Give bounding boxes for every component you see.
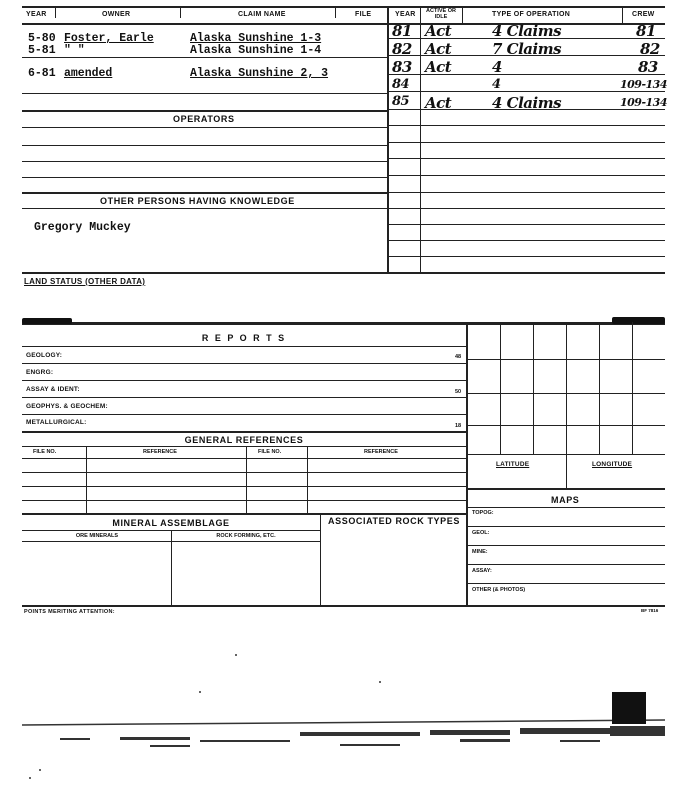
header-active-idle: ACTIVE OR IDLE [426, 8, 456, 20]
crew-col-divider [622, 6, 623, 24]
grid-row-4 [466, 454, 665, 455]
owner-row-1-claim: Alaska Sunshine 1-3 [190, 32, 322, 45]
activity-2-status: Act [425, 40, 452, 58]
owner-block-bottom [22, 110, 387, 112]
noise-7 [150, 745, 190, 747]
noise-9 [460, 739, 510, 742]
activity-3-status: Act [425, 58, 452, 76]
map-mine-label: MINE: [472, 549, 488, 555]
owner-row-2-owner: " " [64, 44, 85, 57]
noise-10 [560, 740, 600, 742]
file-col-divider [335, 6, 336, 18]
header-year: YEAR [26, 11, 47, 18]
activity-line-6 [387, 125, 665, 126]
noise-3 [300, 732, 420, 736]
associated-rock-types-title: ASSOCIATED ROCK TYPES [328, 516, 460, 526]
maps-block-divider [466, 322, 468, 605]
lat-long-bottom [466, 488, 665, 490]
report-line-3 [22, 397, 466, 398]
reports-title: R E P O R T S [201, 333, 287, 343]
report-geology-label: GEOLOGY: [26, 352, 63, 359]
report-metallurgical-label: METALLURGICAL: [26, 419, 87, 426]
noise-dot-1 [235, 654, 237, 656]
middle-bottom-border [22, 605, 665, 607]
activity-1-crew: 81 [636, 22, 656, 40]
other-persons-line [22, 208, 387, 209]
owner-line-1 [22, 57, 387, 58]
header-year-right: YEAR [395, 11, 416, 18]
owner-row-2-year: 5-81 [28, 44, 56, 57]
person-name: Gregory Muckey [34, 221, 131, 234]
activity-1-year: 81 [392, 22, 412, 40]
activity-5-year: 85 [392, 94, 410, 109]
noise-8 [340, 744, 400, 746]
activity-4-operation: 4 [492, 77, 501, 92]
ref-file-no-1: FILE NO. [33, 449, 57, 455]
header-type-of-operation: TYPE OF OPERATION [492, 11, 571, 18]
ref-reference-2: REFERENCE [364, 449, 398, 455]
header-crew: CREW [632, 11, 655, 18]
ref-file-no-2: FILE NO. [258, 449, 282, 455]
activity-line-14 [387, 256, 665, 257]
owner-row-3-owner: amended [64, 67, 113, 80]
middle-top-border [22, 322, 665, 325]
activity-1-status: Act [425, 22, 452, 40]
gen-ref-line-2 [22, 486, 466, 487]
owner-row-1-year: 5-80 [28, 32, 56, 45]
ref-reference-1: REFERENCE [143, 449, 177, 455]
gen-ref-col-3 [307, 446, 308, 513]
owner-row-1-owner: Foster, Earle [64, 32, 154, 45]
scan-noise [0, 640, 678, 800]
gen-ref-col-1 [86, 446, 87, 513]
activity-5-crew: 109-134 [620, 96, 667, 109]
top-main-divider [387, 6, 389, 272]
activity-3-crew: 83 [638, 58, 658, 76]
noise-4 [430, 730, 510, 735]
operators-block-bottom [22, 192, 387, 194]
header-bottom-border [22, 23, 665, 25]
owner-row-3-claim: Alaska Sunshine 2, 3 [190, 67, 329, 80]
activity-line-13 [387, 240, 665, 241]
activity-line-11 [387, 208, 665, 209]
grid-row-2 [466, 393, 665, 394]
report-engrg-label: ENGRG: [26, 369, 54, 376]
activity-line-12 [387, 224, 665, 225]
noise-2 [200, 740, 290, 742]
gen-ref-header-line-top [22, 446, 466, 447]
points-meriting-label: POINTS MERITING ATTENTION: [24, 609, 115, 615]
activity-4-year: 84 [392, 77, 410, 92]
report-assay-num: 50 [455, 389, 462, 395]
activity-2-year: 82 [392, 40, 412, 58]
gen-ref-block-bottom [22, 513, 466, 515]
report-line-2 [22, 380, 466, 381]
noise-dot-5 [29, 777, 31, 779]
report-geophys-label: GEOPHYS. & GEOCHEM: [26, 403, 108, 410]
map-geol-label: GEOL: [472, 530, 490, 536]
report-assay-label: ASSAY & IDENT: [26, 386, 80, 393]
activity-line-9 [387, 175, 665, 176]
owner-col-divider [55, 6, 56, 18]
form-number: BF 7816 [641, 608, 659, 613]
mineral-assemblage-title: MINERAL ASSEMBLAGE [112, 518, 230, 528]
map-other-label: OTHER (& PHOTOS) [472, 587, 526, 593]
top-block-bottom [22, 272, 665, 274]
latitude-label: LATITUDE [496, 461, 530, 468]
grid-col-5 [632, 322, 633, 454]
owner-row-2-claim: Alaska Sunshine 1-4 [190, 44, 322, 57]
report-geology-num: 48 [455, 354, 462, 360]
claim-col-divider [180, 6, 181, 18]
grid-col-1 [500, 322, 501, 454]
activity-4-crew: 109-134 [620, 78, 667, 91]
report-metallurgical-num: 18 [455, 423, 462, 429]
map-line-2 [466, 545, 665, 546]
scan-block [612, 692, 646, 724]
gen-ref-header-line [22, 458, 466, 459]
owner-line-2 [22, 93, 387, 94]
activity-1-operation: 4 Claims [492, 22, 562, 40]
ore-minerals-header: ORE MINERALS [75, 533, 119, 539]
grid-row-1 [466, 359, 665, 360]
activity-line-4 [387, 91, 665, 92]
scan-mark-left [22, 318, 72, 324]
report-line-4 [22, 414, 466, 415]
noise-5 [520, 728, 610, 734]
land-status-title: LAND STATUS (OTHER DATA) [24, 277, 146, 286]
gen-ref-line-3 [22, 500, 466, 501]
rock-types-col-divider [320, 513, 321, 605]
report-block-bottom [22, 431, 466, 433]
scan-mark-right [612, 317, 665, 324]
noise-11 [60, 738, 90, 740]
mineral-col-divider [171, 530, 172, 605]
grid-col-4 [599, 322, 600, 454]
activity-3-year: 83 [392, 58, 412, 76]
noise-dot-3 [199, 691, 201, 693]
activity-line-8 [387, 158, 665, 159]
map-line-4 [466, 583, 665, 584]
header-claim-name: CLAIM NAME [238, 11, 286, 18]
type-col-divider [462, 6, 463, 24]
operators-line-1 [22, 127, 387, 128]
active-col-divider [420, 6, 421, 272]
noise-dot-2 [379, 681, 381, 683]
activity-5-status: Act [425, 94, 452, 112]
gen-ref-line-1 [22, 472, 466, 473]
activity-5-operation: 4 Claims [492, 94, 562, 112]
grid-col-3 [566, 322, 567, 488]
maps-header-line [466, 507, 665, 508]
reports-header-line [22, 346, 466, 347]
header-owner: OWNER [102, 11, 131, 18]
longitude-label: LONGITUDE [592, 461, 633, 468]
activity-line-10 [387, 192, 665, 193]
noise-1 [120, 737, 190, 740]
map-line-3 [466, 564, 665, 565]
grid-col-2 [533, 322, 534, 454]
operators-line-3 [22, 161, 387, 162]
operators-line-4 [22, 177, 387, 178]
scan-edge-line [22, 720, 665, 725]
top-border [22, 6, 665, 8]
activity-2-operation: 7 Claims [492, 40, 562, 58]
gen-ref-col-2 [246, 446, 247, 513]
activity-3-operation: 4 [492, 58, 502, 76]
owner-row-3-year: 6-81 [28, 67, 56, 80]
operators-title: OPERATORS [173, 114, 235, 124]
activity-line-7 [387, 142, 665, 143]
noise-dot-4 [39, 769, 41, 771]
header-file: FILE [355, 11, 372, 18]
map-line-1 [466, 526, 665, 527]
grid-row-3 [466, 425, 665, 426]
other-persons-title: OTHER PERSONS HAVING KNOWLEDGE [100, 196, 295, 206]
activity-2-crew: 82 [640, 40, 660, 58]
general-references-title: GENERAL REFERENCES [184, 435, 304, 445]
map-topog-label: TOPOG: [472, 510, 494, 516]
rock-forming-header: ROCK FORMING, ETC. [216, 533, 276, 539]
report-line-1 [22, 363, 466, 364]
operators-line-2 [22, 145, 387, 146]
maps-title: MAPS [551, 495, 580, 505]
noise-6 [610, 726, 665, 736]
map-assay-label: ASSAY: [472, 568, 492, 574]
